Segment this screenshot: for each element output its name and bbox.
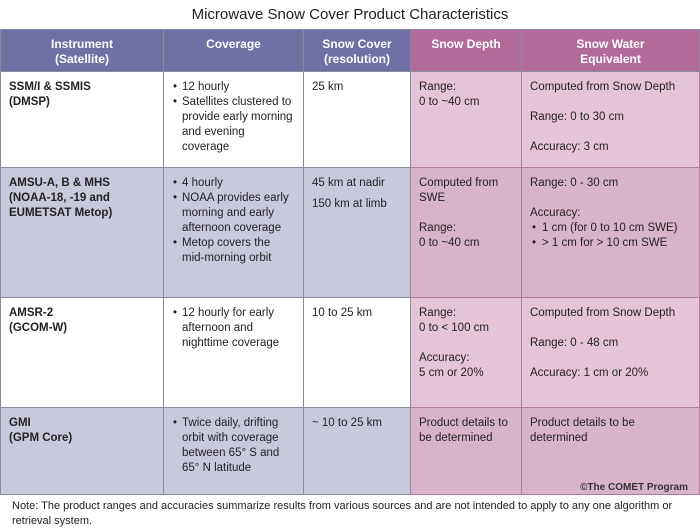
header-swe: Snow Water Equivalent <box>522 30 700 72</box>
swe-cell: Computed from Snow Depth Range: 0 - 48 cm Accuracy: 1 cm or 20% <box>522 298 700 408</box>
copyright-label: ©The COMET Program <box>580 482 688 493</box>
swe-cell: Computed from Snow Depth Range: 0 to 30 cm Accuracy: 3 cm <box>522 72 700 168</box>
accuracy-item: • 1 cm (for 0 to 10 cm SWE) <box>542 221 691 236</box>
snow-depth-cell: Computed from SWE Range: 0 to ~40 cm <box>411 168 522 298</box>
coverage-cell <box>164 72 304 168</box>
instrument-cell: GMI (GPM Core) <box>1 408 164 495</box>
header-row <box>1 30 700 72</box>
coverage-cell <box>164 298 304 408</box>
coverage-item: • 12 hourly <box>182 80 295 95</box>
coverage-item: • Twice daily, drifting orbit with coverage between 65° S and 65° N latitude <box>182 416 295 476</box>
footnote: Note: The product ranges and accuracies summarize results from various sources and are not intended to apply to any one algorithm or retrieval system. <box>12 500 673 527</box>
instrument-cell: AMSU-A, B & MHS (NOAA-18, -19 and EUMETSAT Metop) <box>1 168 164 298</box>
coverage-cell <box>164 408 304 495</box>
swe-cell: Range: 0 - 30 cm Accuracy: • 1 cm (for 0 to 10 cm SWE) • > 1 cm for > 10 cm SWE <box>522 168 700 298</box>
coverage-item: • 12 hourly for early afternoon and nighttime coverage <box>182 306 295 351</box>
instrument-cell: AMSR-2 (GCOM-W) <box>1 298 164 408</box>
table-row-ssmi <box>1 72 700 168</box>
swe-cell: Product details to be determined <box>522 408 700 495</box>
snow-cover-cell: 10 to 25 km <box>304 298 411 408</box>
coverage-item: • Satellites clustered to provide early morning and evening coverage <box>182 95 295 155</box>
table-row-amsr2 <box>1 298 700 408</box>
coverage-cell <box>164 168 304 298</box>
snow-cover-cell: 45 km at nadir 150 km at limb <box>304 168 411 298</box>
accuracy-item: • > 1 cm for > 10 cm SWE <box>542 236 691 251</box>
coverage-item: • NOAA provides early morning and early afternoon coverage <box>182 191 295 236</box>
header-snow-cover: Snow Cover (resolution) <box>304 30 411 72</box>
header-instrument: Instrument (Satellite) <box>1 30 164 72</box>
characteristics-table <box>0 29 700 495</box>
snow-cover-cell: 25 km <box>304 72 411 168</box>
table-row-amsu <box>1 168 700 298</box>
instrument-cell: SSM/I & SSMIS (DMSP) <box>1 72 164 168</box>
snow-depth-cell: Range: 0 to < 100 cm Accuracy: 5 cm or 20% <box>411 298 522 408</box>
snow-depth-cell: Range: 0 to ~40 cm <box>411 72 522 168</box>
table-title: Microwave Snow Cover Product Characteristics <box>191 6 509 23</box>
coverage-item: • 4 hourly <box>182 176 295 191</box>
coverage-item: • Metop covers the mid-morning orbit <box>182 236 295 266</box>
snow-depth-cell: Product details to be determined <box>411 408 522 495</box>
snow-cover-cell: ~ 10 to 25 km <box>304 408 411 495</box>
header-snow-depth: Snow Depth <box>411 30 522 72</box>
header-coverage: Coverage <box>164 30 304 72</box>
